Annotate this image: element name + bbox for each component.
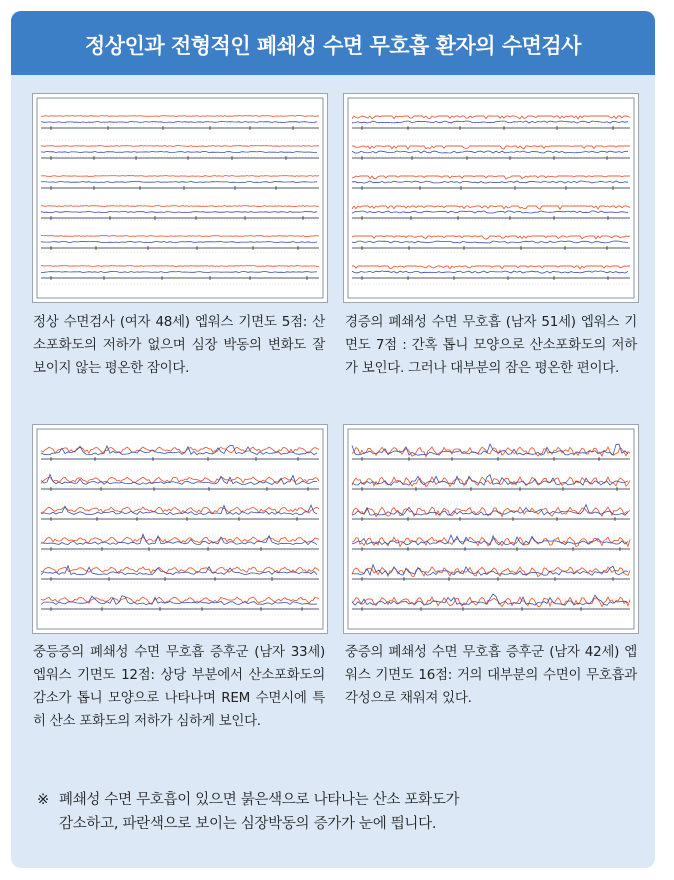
caption-mild: 경증의 폐쇄성 수면 무호흡 (남자 51세) 엡워스 기면도 7점 : 간혹 톱니 모양으로 산소포화도의 저하가 보인다. 그러나 대부분의 잠은 평온한 편이다.: [345, 314, 637, 376]
polysomnogram-severe: [344, 425, 638, 633]
reference-mark: ※: [37, 792, 49, 808]
sleep-study-graph-severe: [343, 424, 639, 634]
caption-severe: 중증의 폐쇄성 수면 무호흡 증후군 (남자 42세) 엡워스 기면도 16점: 거의 대부분의 수면이 무호흡과 각성으로 채워져 있다.: [345, 644, 637, 706]
caption-moderate: 중등증의 폐쇄성 수면 무호흡 증후군 (남자 33세) 엡워스 기면도 12점: 상당 부분에서 산소포화도의 감소가 톱니 모양으로 나타나며 REM 수면시에 특히 산소 포화도의 저하가 심하게 보인다.: [33, 644, 325, 729]
footnote: [37, 788, 637, 836]
polysomnogram-normal: [33, 94, 327, 302]
footnote-line-1: 폐쇄성 수면 무호흡이 있으면 붉은색으로 나타나는 산소 포화도가: [59, 792, 460, 808]
page-title: 정상인과 전형적인 폐쇄성 수면 무호흡 환자의 수면검사: [85, 34, 581, 58]
sleep-study-graph-mild: [343, 93, 639, 303]
info-card: [11, 11, 655, 868]
polysomnogram-mild: [344, 94, 638, 302]
caption-normal: 정상 수면검사 (여자 48세) 엡워스 기면도 5점: 산소포화도의 저하가 없으며 심장 박동의 변화도 잘 보이지 않는 평온한 잠이다.: [33, 314, 325, 376]
sleep-study-graph-normal: [32, 93, 328, 303]
footnote-line-2: 감소하고, 파란색으로 보이는 심장박동의 증가가 눈에 띕니다.: [59, 816, 437, 832]
polysomnogram-moderate: [33, 425, 327, 633]
header-bar: [11, 11, 655, 75]
sleep-study-graph-moderate: [32, 424, 328, 634]
